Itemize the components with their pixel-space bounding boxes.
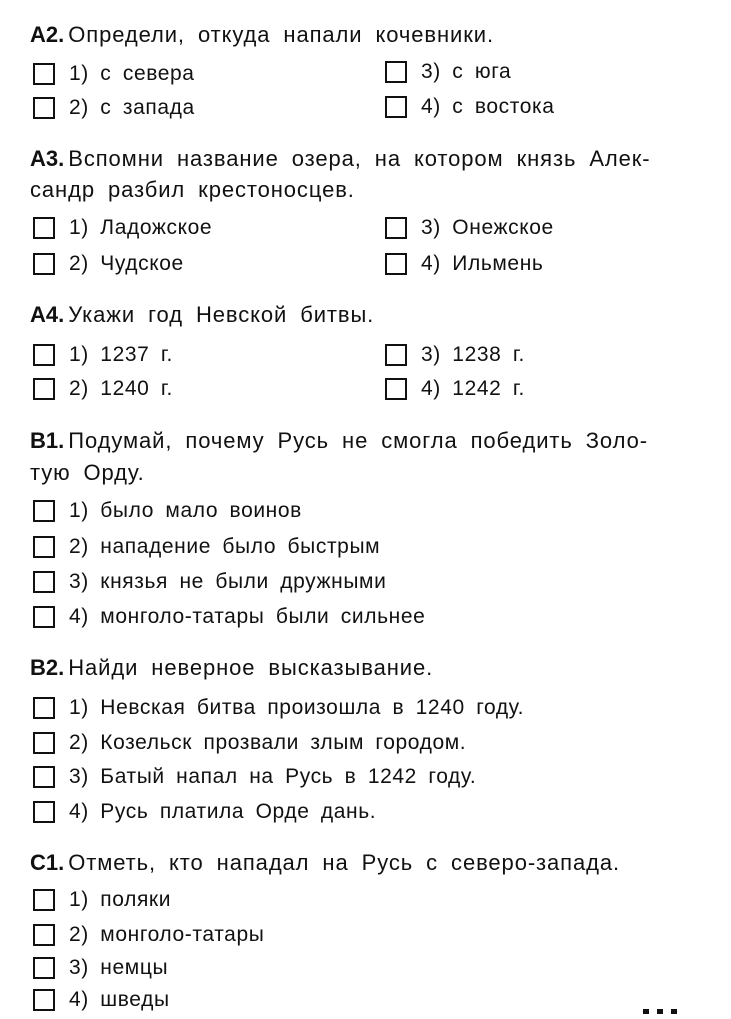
checkbox[interactable]: [33, 606, 55, 628]
question-number: B2.: [30, 655, 65, 680]
question-text: A4. Укажи год Невской битвы.: [30, 302, 375, 327]
checkbox[interactable]: [33, 344, 55, 366]
answer-option[interactable]: 2) монголо-татары: [33, 921, 264, 949]
answer-option[interactable]: 4) с востока: [385, 93, 555, 121]
answer-option[interactable]: 1) поляки: [33, 886, 171, 914]
question-number: A4.: [30, 302, 65, 327]
answer-option[interactable]: 4) Ильмень: [385, 250, 543, 278]
question-text: B2. Найди неверное высказывание.: [30, 655, 434, 680]
answer-option[interactable]: 1) с севера: [33, 60, 195, 88]
checkbox[interactable]: [385, 253, 407, 275]
question-text: A3. Вспомни название озера, на котором князь Алек-: [30, 146, 651, 171]
checkbox[interactable]: [385, 96, 407, 118]
question-text: B1. Подумай, почему Русь не смогла победить Золо-: [30, 428, 648, 453]
checkbox[interactable]: [33, 801, 55, 823]
question-number: A3.: [30, 146, 65, 171]
checkbox[interactable]: [385, 378, 407, 400]
answer-option[interactable]: 2) 1240 г.: [33, 375, 173, 403]
checkbox[interactable]: [33, 500, 55, 522]
checkbox[interactable]: [33, 536, 55, 558]
question-text-continued: сандр разбил крестоносцев.: [30, 177, 355, 202]
checkbox[interactable]: [33, 989, 55, 1011]
answer-option[interactable]: 1) Невская битва произошла в 1240 году.: [33, 694, 524, 722]
checkbox[interactable]: [33, 697, 55, 719]
checkbox[interactable]: [33, 957, 55, 979]
question-text-continued: тую Орду.: [30, 460, 145, 485]
checkbox[interactable]: [385, 344, 407, 366]
answer-option[interactable]: 4) монголо-татары были сильнее: [33, 603, 425, 631]
answer-option[interactable]: 3) князья не были дружными: [33, 568, 386, 596]
checkbox[interactable]: [33, 63, 55, 85]
answer-option[interactable]: 3) 1238 г.: [385, 341, 525, 369]
checkbox[interactable]: [33, 97, 55, 119]
question-number: A2.: [30, 22, 65, 47]
checkbox[interactable]: [33, 253, 55, 275]
answer-option[interactable]: 2) нападение было быстрым: [33, 533, 380, 561]
answer-option[interactable]: 3) Онежское: [385, 214, 554, 242]
question-text: A2. Определи, откуда напали кочевники.: [30, 22, 494, 47]
answer-option[interactable]: 4) 1242 г.: [385, 375, 525, 403]
answer-option[interactable]: 3) Батый напал на Русь в 1242 году.: [33, 763, 476, 791]
checkbox[interactable]: [33, 924, 55, 946]
question-text: C1. Отметь, кто нападал на Русь с северо-запада.: [30, 850, 621, 875]
answer-option[interactable]: 1) было мало воинов: [33, 497, 302, 525]
answer-option[interactable]: 2) с запада: [33, 94, 195, 122]
answer-option[interactable]: 3) с юга: [385, 58, 511, 86]
checkbox[interactable]: [33, 378, 55, 400]
checkbox[interactable]: [33, 889, 55, 911]
question-number: B1.: [30, 428, 65, 453]
page-edge-marks: [643, 1001, 703, 1007]
answer-option[interactable]: 2) Чудское: [33, 250, 184, 278]
checkbox[interactable]: [385, 61, 407, 83]
answer-option[interactable]: 4) шведы: [33, 986, 170, 1014]
answer-option[interactable]: 1) Ладожское: [33, 214, 212, 242]
checkbox[interactable]: [33, 571, 55, 593]
answer-option[interactable]: 2) Козельск прозвали злым городом.: [33, 729, 466, 757]
checkbox[interactable]: [33, 766, 55, 788]
checkbox[interactable]: [385, 217, 407, 239]
checkbox[interactable]: [33, 217, 55, 239]
answer-option[interactable]: 1) 1237 г.: [33, 341, 173, 369]
answer-option[interactable]: 4) Русь платила Орде дань.: [33, 798, 376, 826]
question-number: C1.: [30, 850, 65, 875]
answer-option[interactable]: 3) немцы: [33, 954, 168, 982]
checkbox[interactable]: [33, 732, 55, 754]
